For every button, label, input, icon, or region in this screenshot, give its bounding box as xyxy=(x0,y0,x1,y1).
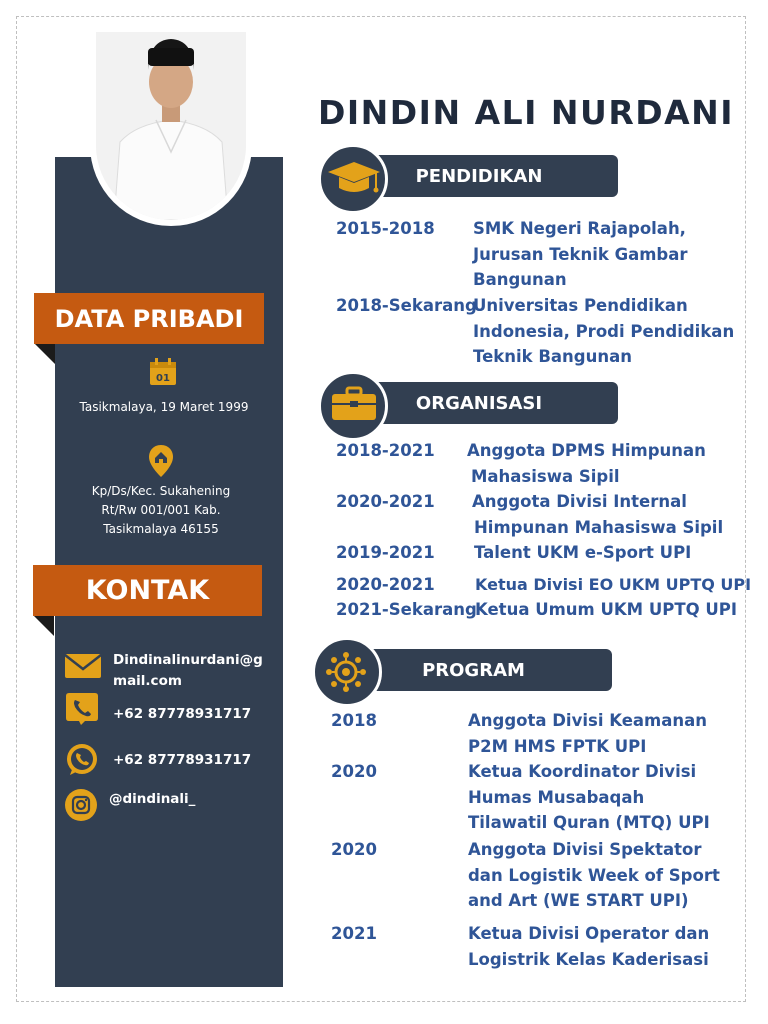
desc-line: Anggota Divisi Keamanan xyxy=(468,711,708,730)
organisasi-year: 2019-2021 xyxy=(336,543,435,562)
program-desc xyxy=(468,837,720,914)
organisasi-title: ORGANISASI xyxy=(415,392,543,414)
phone-text[interactable]: +62 87778931717 xyxy=(113,706,252,722)
organisasi-desc: Ketua Umum UKM UPTQ UPI xyxy=(475,600,737,619)
program-year: 2021 xyxy=(331,924,377,943)
kontak-title: KONTAK xyxy=(85,575,210,606)
email-line: mail.com xyxy=(113,673,182,689)
envelope-icon xyxy=(64,652,102,680)
pendidikan-desc xyxy=(473,293,734,370)
data-pribadi-banner xyxy=(34,293,264,344)
home-location-pin-icon xyxy=(148,444,174,478)
desc-line: SMK Negeri Rajapolah, xyxy=(473,219,686,238)
program-year: 2020 xyxy=(331,762,377,781)
data-pribadi-banner-fold xyxy=(35,344,55,364)
program-desc xyxy=(468,708,707,759)
whatsapp-text[interactable]: +62 87778931717 xyxy=(113,752,252,768)
desc-line: Himpunan Mahasiswa Sipil xyxy=(474,517,724,537)
profile-photo xyxy=(96,32,246,220)
data-pribadi-title: DATA PRIBADI xyxy=(54,304,244,333)
organisasi-desc xyxy=(467,438,706,489)
desc-line: P2M HMS FPTK UPI xyxy=(468,736,647,756)
desc-line: Teknik Bangunan xyxy=(473,347,632,366)
organisasi-desc: Talent UKM e-Sport UPI xyxy=(474,543,692,562)
program-title: PROGRAM xyxy=(422,659,525,681)
desc-line: Anggota DPMS Himpunan xyxy=(467,441,706,460)
kontak-banner-fold xyxy=(34,616,54,636)
desc-line: Indonesia, Prodi Pendidikan xyxy=(473,321,735,341)
organisasi-year: 2018-2021 xyxy=(336,441,435,460)
organisasi-desc: Ketua Divisi EO UKM UPTQ UPI xyxy=(475,575,752,594)
profile-photo-frame xyxy=(90,32,252,226)
pendidikan-year: 2015-2018 xyxy=(336,219,435,238)
desc-line: Universitas Pendidikan xyxy=(473,296,688,315)
calendar-day-text: 01 xyxy=(156,373,170,384)
program-desc xyxy=(468,759,710,836)
desc-line: and Art (WE START UPI) xyxy=(468,891,689,910)
program-year: 2020 xyxy=(331,840,377,859)
whatsapp-icon xyxy=(64,742,100,778)
address-text xyxy=(55,482,267,539)
pendidikan-title: PENDIDIKAN xyxy=(415,165,543,187)
desc-line: Bangunan xyxy=(473,270,567,289)
organisasi-desc xyxy=(472,489,723,540)
address-line: Rt/Rw 001/001 Kab. xyxy=(101,503,221,517)
desc-line: Ketua Koordinator Divisi xyxy=(468,762,697,781)
briefcase-icon xyxy=(330,386,378,422)
instagram-icon xyxy=(64,788,98,822)
organisasi-year: 2020-2021 xyxy=(336,492,435,511)
organisasi-year: 2020-2021 xyxy=(336,575,435,594)
program-desc xyxy=(468,921,709,972)
desc-line: Anggota Divisi Spektator xyxy=(468,840,702,859)
desc-line: Tilawatil Quran (MTQ) UPI xyxy=(468,813,710,832)
calendar-icon xyxy=(148,357,178,387)
email-text[interactable] xyxy=(113,650,263,692)
desc-line: Humas Musabaqah xyxy=(468,787,645,807)
desc-line: dan Logistik Week of Sport xyxy=(468,865,720,885)
address-line: Tasikmalaya 46155 xyxy=(103,522,219,536)
organisasi-year: 2021-Sekarang xyxy=(336,600,477,619)
instagram-text[interactable]: @dindinali_ xyxy=(109,791,196,807)
desc-line: Logistrik Kelas Kaderisasi xyxy=(468,949,709,969)
pendidikan-year: 2018-Sekarang xyxy=(336,296,477,315)
page-title: DINDIN ALI NURDANI xyxy=(318,93,735,132)
network-gear-icon xyxy=(326,652,366,692)
email-line: Dindinalinurdani@g xyxy=(113,652,263,668)
desc-line: Anggota Divisi Internal xyxy=(472,492,687,511)
desc-line: Jurusan Teknik Gambar xyxy=(473,244,688,264)
graduation-cap-icon xyxy=(326,160,382,200)
desc-line: Ketua Divisi Operator dan xyxy=(468,924,710,943)
phone-icon xyxy=(65,692,99,726)
desc-line: Mahasiswa Sipil xyxy=(471,466,620,486)
address-line: Kp/Ds/Kec. Sukahening xyxy=(91,484,231,498)
kontak-banner xyxy=(33,565,262,616)
pendidikan-desc xyxy=(473,216,688,293)
program-year: 2018 xyxy=(331,711,377,730)
birth-text: Tasikmalaya, 19 Maret 1999 xyxy=(79,400,249,414)
